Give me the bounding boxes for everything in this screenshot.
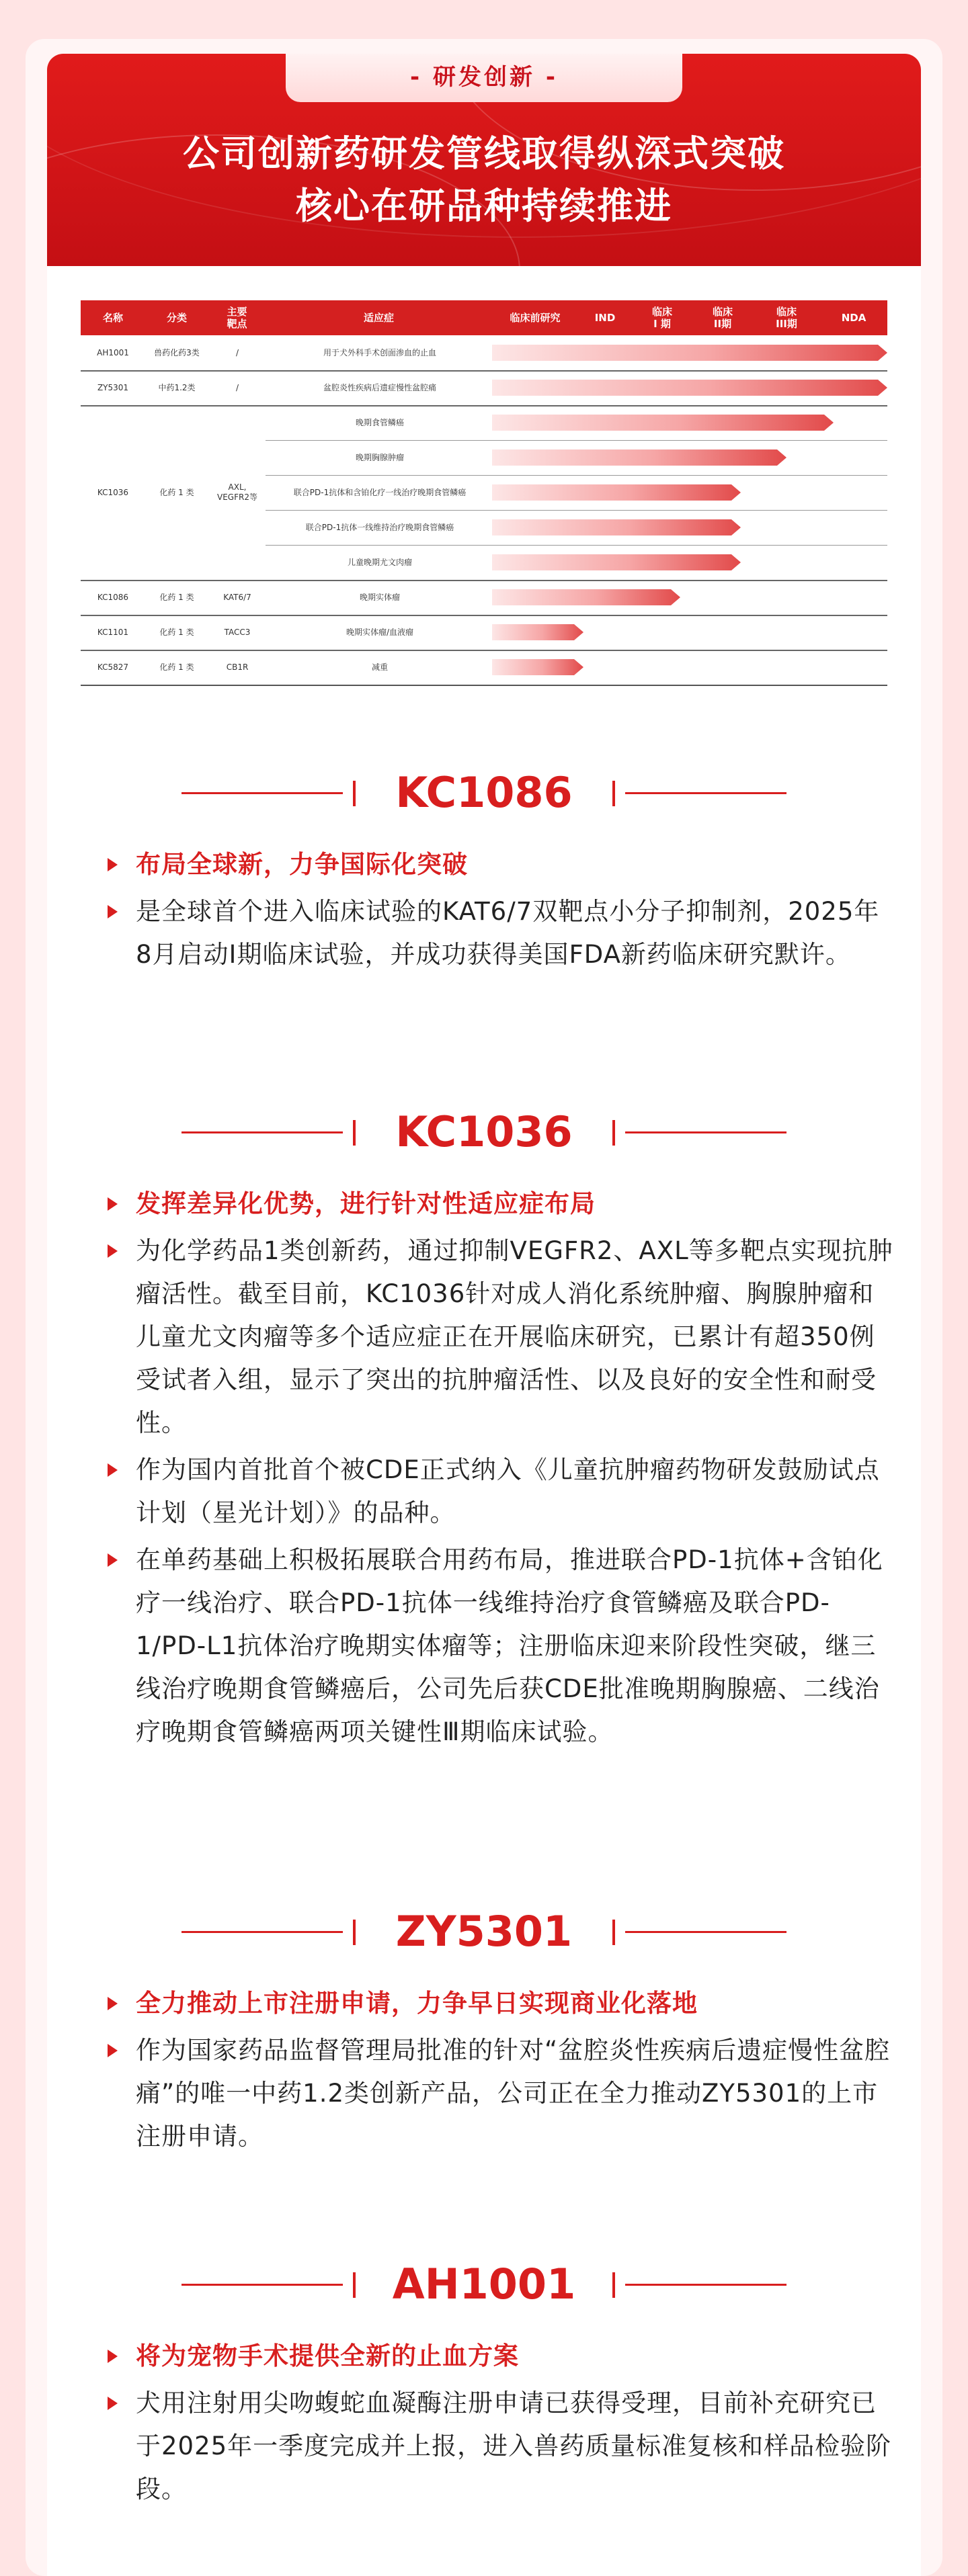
pipeline-progress-bar — [492, 380, 887, 396]
pipeline-category-cell: 化药 1 类 — [159, 487, 194, 497]
pipeline-target-cell: TACC3 — [224, 627, 251, 637]
pipeline-indication-cell: 联合PD-1抗体和含铂化疗一线治疗晚期食管鳞癌 — [293, 487, 467, 497]
section-name: KC1086 — [395, 768, 573, 817]
pipeline-progress-bar — [492, 484, 741, 501]
section-tag: - 研发创新 - — [286, 54, 682, 102]
pipeline-target-cell: CB1R — [226, 662, 249, 672]
section-bullet — [108, 890, 881, 1019]
bullet-text: 是全球首个进入临床试验的KAT6/7双靶点小分子抑制剂，2025年8月启动I期临床试验，并成功获得美国FDA新药临床研究默许。 — [136, 897, 880, 969]
pipeline-category-cell: 化药 1 类 — [159, 662, 194, 672]
pipeline-target-cell: / — [235, 382, 239, 392]
section-title-zy5301 — [47, 1905, 921, 1959]
bullet-arrow-icon — [108, 1997, 118, 2010]
pipeline-category-cell: 兽药化药3类 — [154, 347, 200, 357]
pipeline-progress-bar — [492, 659, 583, 675]
bullet-arrow-icon — [108, 2350, 118, 2363]
section-name: AH1001 — [392, 2260, 576, 2309]
table-header-cell: IND — [594, 312, 616, 324]
pipeline-progress-bar — [492, 449, 787, 466]
bullet-arrow-icon — [108, 858, 118, 871]
section-subtitle — [108, 1183, 881, 1226]
section-title-kc1036 — [47, 1105, 921, 1159]
headline-line-2: 核心在研品种持续推进 — [296, 185, 672, 227]
pipeline-target-cell: KAT6/7 — [223, 592, 251, 602]
pipeline-indication-cell: 晚期胸腺肿瘤 — [355, 452, 404, 462]
section-bullet — [108, 1230, 893, 1445]
pipeline-indication-cell: 减重 — [371, 662, 388, 672]
pipeline-progress-bar — [492, 415, 834, 431]
headline-line-1: 公司创新药研发管线取得纵深式突破 — [183, 132, 785, 175]
bullet-text: 作为国家药品监督管理局批准的针对“盆腔炎性疾病后遗症慢性盆腔痛”的唯一中药1.2类创新产品，公司正在全力推动ZY5301的上市注册申请。 — [136, 2036, 891, 2151]
pipeline-progress-bar — [492, 345, 887, 361]
section-title-kc1086 — [47, 766, 921, 820]
pipeline-indication-cell: 用于犬外科手术创面渗血的止血 — [323, 347, 436, 357]
page-headline — [47, 128, 921, 232]
pipeline-name-cell: AH1001 — [97, 347, 129, 357]
pipeline-category-cell: 化药 1 类 — [159, 627, 194, 637]
bullet-arrow-icon — [108, 905, 118, 918]
pipeline-indication-cell: 儿童晚期尤文肉瘤 — [347, 557, 412, 567]
table-header-cell: 主要 靶点 — [227, 306, 247, 330]
section-title-ah1001 — [47, 2258, 921, 2311]
table-header-cell: 临床前研究 — [510, 312, 561, 324]
section-bullet — [108, 2382, 892, 2511]
pipeline-progress-bar — [492, 589, 680, 605]
pipeline-category-cell: 化药 1 类 — [159, 592, 194, 602]
table-header-cell: NDA — [841, 312, 866, 324]
bullet-text: 犬用注射用尖吻蝮蛇血凝酶注册申请已获得受理，目前补充研究已于2025年一季度完成并上报，进入兽药质量标准复核和样品检验阶段。 — [136, 2389, 892, 2503]
pipeline-progress-bar — [492, 519, 741, 535]
pipeline-progress-bar — [492, 624, 583, 640]
bullet-text: 为化学药品1类创新药，通过抑制VEGFR2、AXL等多靶点实现抗肿瘤活性。截至目前，KC1036针对成人消化系统肿瘤、胸腺肿瘤和儿童尤文肉瘤等多个适应症正在开展临床研究，已累计有超350例受试者入组，显示了突出的抗肿瘤活性、以及良好的安全性和耐受性。 — [136, 1236, 893, 1437]
pipeline-name-cell: KC5827 — [97, 662, 129, 672]
pipeline-category-cell: 中药1.2类 — [158, 382, 196, 392]
bullet-arrow-icon — [108, 1553, 118, 1567]
bullet-text: 发挥差异化优势，进行针对性适应症布局 — [136, 1189, 596, 1218]
pipeline-name-cell: KC1086 — [97, 592, 129, 602]
pipeline-progress-bar — [492, 554, 741, 570]
table-header-cell: 临床 I 期 — [651, 306, 672, 330]
bullet-text: 在单药基础上积极拓展联合用药布局，推进联合PD-1抗体+含铂化疗一线治疗、联合PD-1抗体一线维持治疗食管鳞癌及联合PD-1/PD-L1抗体治疗晚期实体瘤等；注册临床迎来阶段性突破，继三线治疗晚期食管鳞癌后，公司先后获CDE批准晚期胸腺癌、二线治疗晚期食管鳞癌两项关键性Ⅲ期临床试验。 — [136, 1545, 883, 1746]
section-subtitle — [108, 1982, 881, 2025]
bullet-arrow-icon — [108, 2044, 118, 2057]
table-header-cell: 适应症 — [363, 312, 394, 324]
table-header-cell: 名称 — [102, 312, 123, 324]
pipeline-indication-cell: 晚期实体瘤/血液瘤 — [346, 627, 414, 637]
section-bullet — [108, 1539, 881, 1797]
table-header — [81, 300, 887, 335]
content-card — [47, 54, 921, 2576]
section-bullet — [108, 2029, 891, 2158]
table-header-cell: 临床 II期 — [712, 306, 733, 330]
section-name: ZY5301 — [395, 1907, 573, 1956]
section-subtitle — [108, 843, 881, 886]
bullet-text: 作为国内首批首个被CDE正式纳入《儿童抗肿瘤药物研发鼓励试点计划（星光计划）》的品种。 — [136, 1455, 880, 1527]
section-name: KC1036 — [395, 1107, 573, 1156]
table-row-divider — [81, 685, 887, 686]
table-header-cell: 分类 — [166, 312, 187, 324]
pipeline-indication-cell: 联合PD-1抗体一线维持治疗晚期食管鳞癌 — [305, 522, 454, 532]
pipeline-indication-cell: 盆腔炎性疾病后遗症慢性盆腔痛 — [323, 382, 436, 392]
pipeline-name-cell: ZY5301 — [97, 382, 129, 392]
bullet-text: 将为宠物手术提供全新的止血方案 — [136, 2342, 519, 2370]
pipeline-indication-cell: 晚期实体瘤 — [359, 592, 400, 602]
pipeline-target-cell: AXL, VEGFR2等 — [217, 482, 257, 502]
bullet-text: 布局全球新，力争国际化突破 — [136, 850, 468, 879]
pipeline-name-cell: KC1101 — [97, 627, 129, 637]
header-banner — [47, 54, 921, 266]
pipeline-target-cell: / — [235, 347, 239, 357]
bullet-text: 全力推动上市注册申请，力争早日实现商业化落地 — [136, 1989, 698, 2018]
pipeline-indication-cell: 晚期食管鳞癌 — [355, 417, 404, 427]
section-subtitle — [108, 2335, 881, 2378]
bullet-arrow-icon — [108, 2397, 118, 2410]
bullet-arrow-icon — [108, 1244, 118, 1258]
pipeline-name-cell: KC1036 — [97, 487, 129, 497]
bullet-arrow-icon — [108, 1197, 118, 1211]
section-bullet — [108, 1449, 881, 1535]
table-header-cell: 临床 III期 — [776, 306, 797, 330]
bullet-arrow-icon — [108, 1463, 118, 1477]
